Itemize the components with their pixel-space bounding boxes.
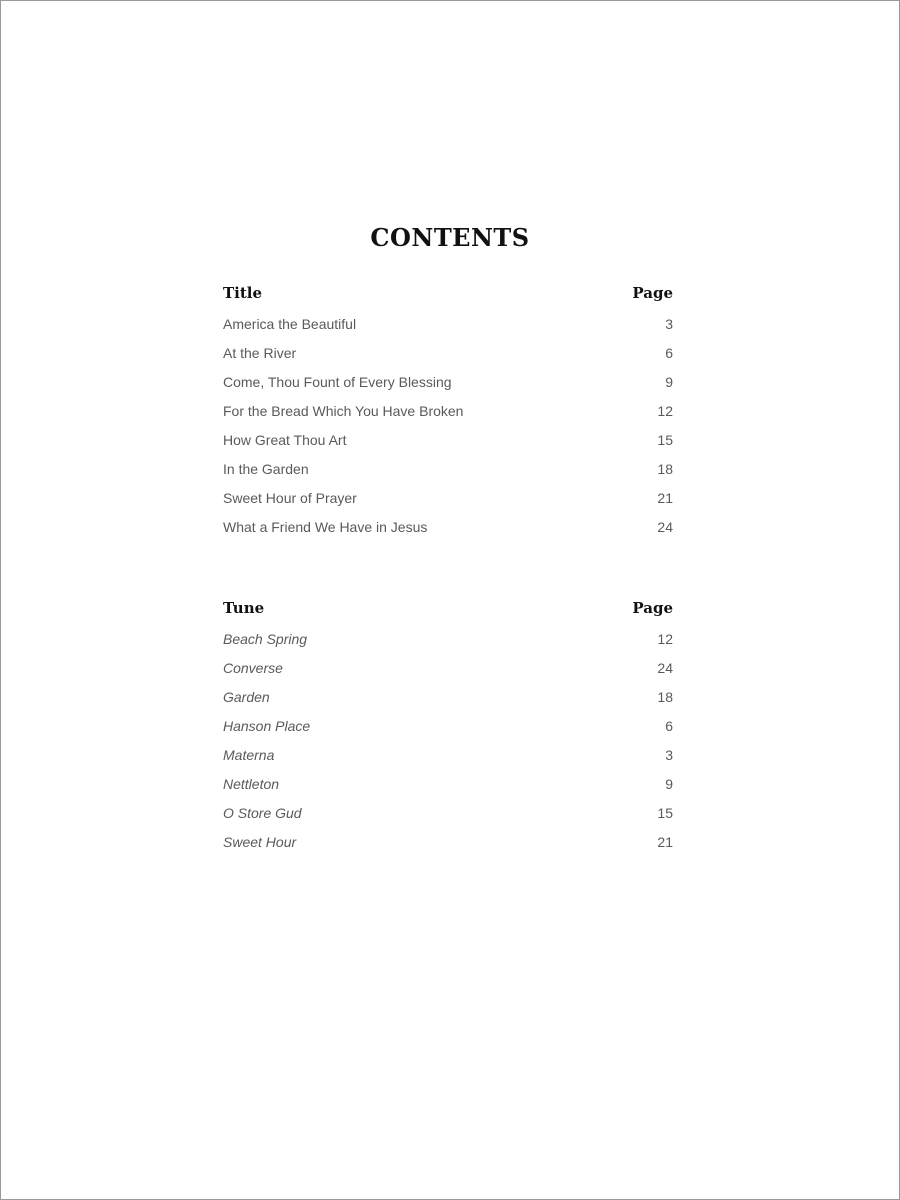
titles-index	[223, 284, 673, 542]
page-number: 21	[657, 834, 673, 850]
page-number: 21	[657, 490, 673, 506]
page-number: 12	[657, 403, 673, 419]
page-title: CONTENTS	[370, 223, 530, 252]
title-column-label: Title	[223, 284, 263, 302]
title-row	[223, 426, 673, 455]
tune-row	[223, 712, 673, 741]
title-row	[223, 310, 673, 339]
tune-name: Materna	[223, 747, 275, 763]
title-row	[223, 368, 673, 397]
tune-name: Hanson Place	[223, 718, 311, 734]
tune-row	[223, 654, 673, 683]
title-row	[223, 339, 673, 368]
tune-row	[223, 625, 673, 654]
page-number: 24	[657, 660, 673, 676]
title-name: What a Friend We Have in Jesus	[223, 519, 428, 535]
page-column-label: Page	[632, 599, 673, 617]
page-number: 15	[657, 432, 673, 448]
tune-name: Sweet Hour	[223, 834, 297, 850]
page-number: 6	[665, 345, 673, 361]
page-number: 9	[665, 374, 673, 390]
page-number: 9	[665, 776, 673, 792]
tune-row	[223, 741, 673, 770]
title-name: For the Bread Which You Have Broken	[223, 403, 464, 419]
tune-row	[223, 683, 673, 712]
tune-row	[223, 799, 673, 828]
page-number: 24	[657, 519, 673, 535]
tunes-header	[223, 599, 673, 625]
tune-column-label: Tune	[223, 599, 265, 617]
page-column-label: Page	[632, 284, 673, 302]
title-name: Sweet Hour of Prayer	[223, 490, 357, 506]
title-name: How Great Thou Art	[223, 432, 347, 448]
title-name: At the River	[223, 345, 297, 361]
title-row	[223, 484, 673, 513]
tune-name: O Store Gud	[223, 805, 302, 821]
page-number: 12	[657, 631, 673, 647]
page-number: 6	[665, 718, 673, 734]
tune-row	[223, 770, 673, 799]
title-row	[223, 455, 673, 484]
page-number: 3	[665, 747, 673, 763]
title-name: In the Garden	[223, 461, 309, 477]
page-number: 18	[657, 689, 673, 705]
tune-name: Beach Spring	[223, 631, 308, 647]
page-number: 15	[657, 805, 673, 821]
title-name: Come, Thou Fount of Every Blessing	[223, 374, 452, 390]
tune-name: Converse	[223, 660, 283, 676]
tune-name: Nettleton	[223, 776, 280, 792]
page-number: 3	[665, 316, 673, 332]
title-row	[223, 513, 673, 542]
tune-name: Garden	[223, 689, 270, 705]
page-number: 18	[657, 461, 673, 477]
tunes-index	[223, 599, 673, 857]
title-name: America the Beautiful	[223, 316, 357, 332]
title-row	[223, 397, 673, 426]
titles-header	[223, 284, 673, 310]
tune-row	[223, 828, 673, 857]
